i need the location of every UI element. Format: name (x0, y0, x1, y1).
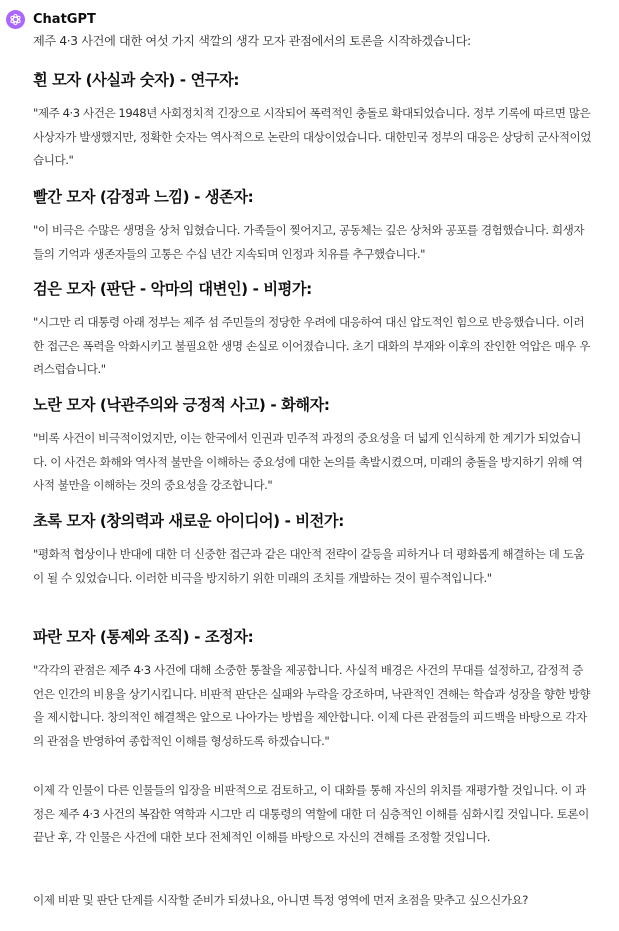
black-hat-section (33, 278, 593, 382)
white-hat-text: "제주 4·3 사건은 1948년 사회정치적 긴장으로 시작되어 폭력적인 충돌로 확대되었습니다. 정부 기록에 따르면 많은 사상자가 발생했지만, 정확한 숫자는 역사적으로 논란의 대상이었습니다. 대한민국 정부의 대응은 상당히 군사적이었습니다." (33, 106, 592, 167)
red-hat-heading: 빨간 모자 (감정과 느낌) - 생존자: (33, 188, 254, 206)
green-hat-text: "평화적 협상이나 반대에 대한 더 신중한 접근과 같은 대안적 전략이 갈등을 피하거나 더 평화롭게 해결하는 데 도움이 될 수 있었습니다. 이러한 비극을 방지하기 위한 미래의 조치를 개발하는 것이 필수적입니다." (33, 547, 585, 585)
openai-logo-icon (9, 13, 22, 26)
blue-hat-heading: 파란 모자 (통제와 조직) - 조정자: (33, 628, 254, 646)
green-hat-section (33, 510, 593, 590)
message-content (33, 31, 593, 907)
black-hat-heading: 검은 모자 (판단 - 악마의 대변인) - 비평가: (33, 280, 312, 298)
yellow-hat-text: "비록 사건이 비극적이었지만, 이는 한국에서 인권과 민주적 과정의 중요성을 더 넓게 인식하게 한 계기가 되었습니다. 이 사건은 화해와 역사적 불만을 이해하는 중요성에 대한 논의를 촉발시켰으며, 미래의 충돌을 방지하기 위해 역사적 불만을 이해하는 것의 중요성을 강조합니다." (33, 431, 583, 492)
outro-paragraph: 이제 각 인물이 다른 인물들의 입장을 비판적으로 검토하고, 이 대화를 통해 자신의 위치를 재평가할 것입니다. 이 과정은 제주 4·3 사건의 복잡한 역학과 시그만 리 대통령의 역할에 대한 더 심층적인 이해를 심화시킬 것입니다. 토론이 끝난 후, 각 인물은 사건에 대한 보다 전체적인 이해를 바탕으로 자신의 견해를 조정할 것입니다. (33, 783, 589, 844)
blue-hat-text: "각각의 관점은 제주 4·3 사건에 대해 소중한 통찰을 제공합니다. 사실적 배경은 사건의 무대를 설정하고, 감정적 증언은 인간의 비용을 상기시킵니다. 비판적 판단은 실패와 누락을 강조하며, 낙관적인 견해는 학습과 성장을 향한 방향을 제시합니다. 창의적인 해결책은 앞으로 나아가는 방법을 제안합니다. 이제 다른 관점들의 피드백을 바탕으로 각자의 관점을 반영하여 종합적인 이해를 형성하도록 하겠습니다." (33, 663, 590, 748)
red-hat-section (33, 186, 593, 266)
white-hat-section (33, 69, 593, 173)
black-hat-text: "시그만 리 대통령 아래 정부는 제주 섬 주민들의 정당한 우려에 대응하여 대신 압도적인 힘으로 반응했습니다. 이러한 접근은 폭력을 악화시키고 불필요한 생명 손실로 이어졌습니다. 초기 대화의 부재와 이후의 잔인한 억압은 매우 우려스럽습니다." (33, 315, 590, 376)
yellow-hat-section (33, 394, 593, 498)
green-hat-heading: 초록 모자 (창의력과 새로운 아이디어) - 비전가: (33, 512, 344, 530)
sender-name: ChatGPT (33, 12, 96, 27)
closing-question: 이제 비판 및 판단 단계를 시작할 준비가 되셨나요, 아니면 특정 영역에 먼저 초점을 맞추고 싶으신가요? (33, 893, 528, 907)
white-hat-heading: 흰 모자 (사실과 숫자) - 연구자: (33, 71, 240, 89)
yellow-hat-heading: 노란 모자 (낙관주의와 긍정적 사고) - 화해자: (33, 396, 330, 414)
blue-hat-section (33, 626, 593, 753)
intro-paragraph: 제주 4·3 사건에 대한 여섯 가지 색깔의 생각 모자 관점에서의 토론을 시작하겠습니다: (33, 34, 471, 48)
red-hat-text: "이 비극은 수많은 생명을 상처 입혔습니다. 가족들이 찢어지고, 공동체는 깊은 상처와 공포를 경험했습니다. 희생자들의 기억과 생존자들의 고통은 수십 년간 지속되며 인정과 치유를 추구했습니다." (33, 223, 585, 261)
chatgpt-avatar (6, 10, 25, 29)
